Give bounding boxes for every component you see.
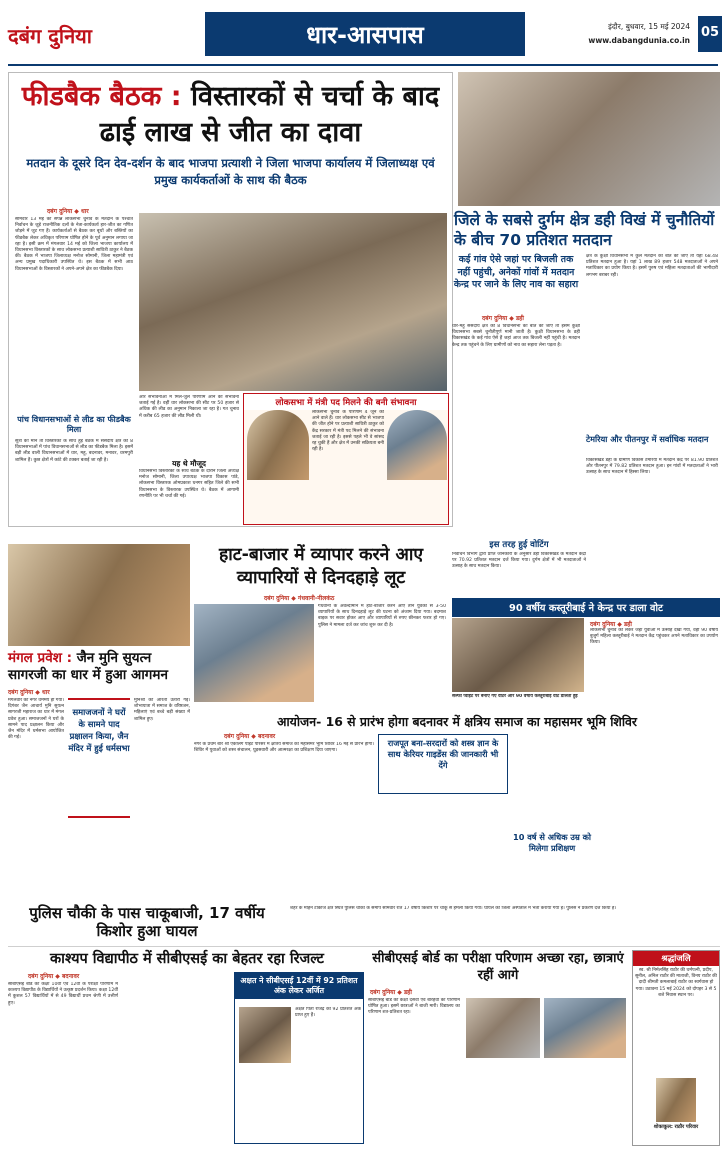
subhead-box bbox=[378, 734, 508, 794]
story-body: नगर के प्रथम बार श्री एकलिंग पॉइंट परिसर में क्षत्रिय समाज का महासमर भूमि शिविर 16 मई से प्रारंभ होगा। शिविर में युवाओं को शस्त्र संचालन, घुड़सवारी और आत्मरक्षा का प्रशिक्षण दिया जाएगा। bbox=[194, 742, 374, 754]
story-feedback-meeting bbox=[8, 72, 453, 527]
story-headline: हाट-बाजार में व्यापार करने आए व्यापारियों से दिनदहाड़े लूट bbox=[218, 545, 424, 588]
headline-highlight: फीडबैक बैठक : bbox=[21, 81, 182, 112]
story-body: विधानसभा विस्तारकों के साथ बैठक के दौरान जिला अध्यक्ष मनोज सोमानी, जिला उपाध्यक्ष भाजपा विकास पांडे, लोकसभा विस्तारक ओमप्रकाश धनगर सहित जिले की सभी विधानसभा के विस्तारक उपस्थित थे। बैठक में आगामी रणनीति पर भी चर्चा की गई। bbox=[139, 469, 239, 499]
story-headline: सीबीएसई बोर्ड का परीक्षा परिणाम अच्छा रहा, छात्राएं रहीं आगे bbox=[372, 951, 624, 983]
loot-photo bbox=[194, 604, 314, 702]
byline: दबंग दुनिया ◆ डही bbox=[482, 315, 524, 322]
byline: दबंग दुनिया ◆ डही bbox=[590, 621, 632, 628]
story-headline: आयोजन- 16 से प्रारंभ होगा बदनावर में क्षत्रिय समाज का महासमर भूमि शिविर bbox=[277, 714, 637, 729]
story-dahi-voting bbox=[452, 208, 720, 538]
story-body: निर्वाचन विभाग द्वारा प्राप्त जानकारी के अनुसार डही विकासखंड के मतदान केंद्रों पर 70.92 प्रतिशत मतदान दर्ज किया गया। दुर्गम क्षेत्रों में भी मतदाताओं ने उत्साह के साथ मतदान किया। bbox=[452, 552, 586, 570]
website-link[interactable]: www.dabangdunia.co.in bbox=[588, 36, 690, 45]
story-body: सीबीएसई बोर्ड की कक्षा दसवीं एवं बारहवीं का परिणाम घोषित हुआ। इसमें छात्राओं ने बाजी मारी। विद्यालय का परिणाम शत-प्रतिशत रहा। bbox=[368, 998, 460, 1016]
candidate-photo bbox=[247, 410, 309, 480]
section-title: धार-आसपास bbox=[306, 21, 424, 49]
callout-box bbox=[68, 698, 130, 818]
polling-photo bbox=[458, 72, 720, 206]
story-deck: मतदान के दूसरे दिन देव-दर्शन के बाद भाजपा प्रत्याशी ने जिला भाजपा कार्यालय में जिलाध्यक्ष एवं प्रमुख कार्यकर्ताओं के साथ की बैठक bbox=[26, 156, 435, 187]
voter-photo bbox=[452, 618, 584, 692]
story-jain-muni bbox=[8, 650, 190, 900]
byline: दबंग दुनिया ◆ बदनावर bbox=[224, 733, 276, 740]
story-cbse-girls bbox=[368, 950, 628, 1146]
meeting-photo bbox=[139, 213, 447, 391]
story-headline bbox=[8, 650, 190, 684]
story-haat-loot bbox=[194, 544, 448, 704]
story-body: गंधवानी के अवल्दामान में हाट-बाजार करने आए तीन युवकों से 3-50 व्यापारियों के साथ दिनदहाड़े लूट की घटना को अंजाम दिया गया। बदमाश बाइक पर सवार होकर आए और व्यापारियों से रुपए छीनकर फरार हो गए। पुलिस ने मामला दर्ज कर जांच शुरू कर दी है। bbox=[318, 604, 446, 628]
subheading: पांच विधानसभाओं से लीड का फीडबैक मिला bbox=[17, 415, 131, 434]
story-body: लोकसभा चुनाव को लेकर जहां युवाओं में उत्साह देखा गया, वहीं 90 वर्षीय बुजुर्ग महिला कस्तूरीबाई ने मतदान केंद्र पहुंचकर अपने मताधिकार का उपयोग किया। bbox=[590, 628, 718, 646]
jain-muni-photo bbox=[8, 544, 190, 646]
subheading: इस तरह हुई वोटिंग bbox=[489, 540, 549, 550]
story-body: सूत्रों की माने तो विस्तारकों के साथ हुई बैठक में संसदीय क्षेत्र की 8 विधानसभाओं में पांच विधानसभाओं से लीड का फीडबैक मिला है। इसमें बड़ी लीड वाली विधानसभाओं में धार, महू, बदनावर, मनावर, धरमपुरी शामिल हैं। कुछ क्षेत्रों में कांटे की टक्कर बताई जा रही है। bbox=[15, 439, 133, 463]
student-photo bbox=[466, 998, 540, 1058]
story-headline bbox=[9, 73, 452, 151]
section-banner bbox=[205, 12, 525, 56]
story-headline: पुलिस चौकी के पास चाकूबाजी, 17 वर्षीय किशोर हुआ घायल bbox=[29, 904, 265, 940]
obituary-photo bbox=[656, 1078, 696, 1122]
callout-text: समाजजनों ने घरों के सामने पाद प्रक्षालन किया, जैन मंदिर में हुई धर्मसभा bbox=[68, 707, 130, 753]
story-kashyap-result bbox=[8, 950, 366, 1146]
headline-text: जैन मुनि सुयत्न सागरजी का धार में हुआ आगमन bbox=[8, 650, 168, 683]
story-body: मंगलवार को नगर धर्ममय हो गया। दिगंबर जैन आचार्य मुनि सुयत्न सागरजी महाराज का धार में मंगल प्रवेश हुआ। समाजजनों ने घरों के सामने पाद प्रक्षालन किया और जैन मंदिर में धर्मसभा आयोजित की गई। bbox=[8, 698, 64, 741]
story-body: और संभावनाओं में मिले-जुले परिणाम आने की संभावना जताई गई है। वहीं धार लोकसभा की सीट पर 50 हजार से अधिक की लीड का अनुमान निकाला जा रहा है। गत चुनाव में करीब 65 हजार की लीड मिली थी। bbox=[139, 395, 239, 419]
inset-box bbox=[243, 393, 449, 525]
subhead-age: 10 वर्ष से अधिक उम्र को मिलेगा प्रशिक्षण bbox=[513, 832, 591, 853]
student-photo bbox=[239, 1007, 291, 1063]
masthead-logo: दबंग दुनिया bbox=[8, 24, 92, 48]
dateline: इंदौर, बुधवार, 15 मई 2024 bbox=[608, 22, 690, 31]
story-headline: 90 वर्षीय कस्तूरीबाई ने केन्द्र पर डाला वोट bbox=[452, 598, 720, 617]
story-body: मुनिश्री की आरती उतारी गई। शोभायात्रा में समाज के वरिष्ठजन, महिलाएं एवं बच्चे बड़ी संख्या में शामिल हुए। bbox=[134, 698, 190, 722]
masthead bbox=[0, 0, 725, 66]
subheading: यह थे मौजूद bbox=[172, 459, 206, 468]
story-kasturibai bbox=[452, 598, 720, 708]
inset-body: अक्षत पिता राजेंद्र को 92 प्रतिशत अंक प्राप्त हुए हैं। bbox=[295, 1007, 361, 1019]
headline-text: विस्तारकों से चर्चा के बाद ढाई लाख से जीत का दावा bbox=[99, 81, 440, 148]
byline: दबंग दुनिया ◆ धार bbox=[8, 689, 50, 696]
story-dahi-continuation bbox=[452, 538, 586, 600]
obituary-body: स्व. श्री निर्मलसिंह राठौर की धर्मपत्नी, प्रदीप, सुनील, अनिल राठौर की माताजी, विनय राठौर की दादी श्रीमती कमलाबाई राठौर का स्वर्गवास हो गया। उठावना 15 मई 2024 को दोपहर 3 से 5 बजे निवास स्थान पर। bbox=[635, 968, 717, 998]
obituary-box bbox=[632, 950, 720, 1146]
byline: दबंग दुनिया ◆ डही bbox=[370, 989, 412, 996]
byline: दबंग दुनिया ◆ धार bbox=[47, 208, 89, 215]
subhead-text: राजपूत बना-सरदारों को शस्त्र ज्ञान के साथ केरियर गाइडेंस की जानकारी भी देंगे bbox=[387, 738, 499, 770]
subheading: टेमरिया और पीतनपुर में सर्वाधिक मतदान bbox=[586, 434, 709, 444]
inset-box bbox=[234, 972, 364, 1144]
story-body: धार-महू संसदीय क्षेत्र की 8 विधानसभा की बात की जाए तो इसमें कुक्षी विधानसभा सबसे चुनौतीपूर्ण मानी जाती है। कुक्षी विधानसभा के डही विकासखंड के कई गांव ऐसे हैं जहां आज तक बिजली नहीं पहुंची है। मतदान केन्द्र तक पहुंचने के लिए ग्रामीणों को नाव का सहारा लेना पड़ता है। bbox=[452, 324, 580, 348]
story-headline: काश्यप विद्यापीठ में सीबीएसई का बेहतर रहा रिजल्ट bbox=[50, 951, 324, 967]
story-body: शहर के मोहन टॉकीज क्षेत्र स्थित पुलिस चौकी के समीप सोमवार रात 17 वर्षीय किशोर पर चाकू से हमला किया गया। घायल को जिला अस्पताल में भर्ती कराया गया है। पुलिस ने प्रकरण दर्ज किया है। bbox=[290, 906, 617, 911]
story-kshatriya-camp bbox=[194, 712, 720, 902]
inset-body: लोकसभा चुनाव के परिणाम 4 जून को आने वाले हैं। धार लोकसभा सीट से भाजपा की जीत होने पर प्रत्याशी सावित्री ठाकुर को केंद्र सरकार में मंत्री पद मिलने की संभावना जताई जा रही है। इससे पहले भी वे सांसद रह चुकी हैं और क्षेत्र में उनकी सक्रियता बनी रही है। bbox=[312, 410, 384, 453]
story-police-chowki bbox=[8, 904, 720, 944]
story-body: क्षेत्र के कुक्षी विधानसभा में कुल मतदान की बात की जाए तो यहां 68.48 प्रतिशत मतदान हुआ है। यहां 1 लाख 89 हजार 548 मतदाताओं ने अपने मताधिकार का प्रयोग किया है। इसमें पुरुष एवं महिला मतदाताओं की भागीदारी लगभग बराबर रही। bbox=[586, 254, 718, 278]
obituary-title: श्रद्धांजलि bbox=[633, 951, 719, 966]
story-body: सीबीएसई बोर्ड की कक्षा 10वीं एवं 12वीं के परीक्षा परिणाम में काश्यप विद्यापीठ के विद्यार्थियों ने उत्कृष्ट प्रदर्शन किया। कक्षा 12वीं में कुशल 57 विद्यार्थियों में से 49 विद्यार्थी प्रथम श्रेणी में उत्तीर्ण हुए। bbox=[8, 982, 118, 1006]
inset-title: अक्षत ने सीबीएसई 12वीं में 92 प्रतिशत अंक लेकर अर्जित bbox=[235, 973, 363, 999]
headline-highlight: मंगल प्रवेश : bbox=[8, 650, 72, 666]
byline: दबंग दुनिया ◆ बदनावर bbox=[28, 973, 80, 980]
page-number: 05 bbox=[698, 16, 722, 52]
story-deck: कई गांव ऐसे जहां पर बिजली तक नहीं पहुंची, अनेकों गांवों में मतदान केन्द्र पर जाने के लिए नाव का सहारा bbox=[453, 254, 579, 290]
story-body: विकासखंड डही के ग्रामीण विकास टेमरिया में मतदान केंद्र पर 81.90 प्रतिशत और पीतनपुर में 79.82 प्रतिशत मतदान हुआ। इन गांवों में मतदाताओं ने भारी उत्साह के साथ मतदान में हिस्सा लिया। bbox=[586, 458, 718, 476]
minister-photo bbox=[387, 410, 447, 480]
inset-title: लोकसभा में मंत्री पद मिलने की बनी संभावना bbox=[244, 394, 448, 410]
photo-caption: सेल्फी प्वाइंट पर बनाए गए वोटर और 90 वर्षीय कस्तूरीबाई वोट डालती हुईं bbox=[452, 694, 578, 699]
story-body: सोमवार 13 मई को संपन्न लोकसभा चुनाव के मतदान के पश्चात निर्वाचन के जुड़े राजनीतिक दलों के नेता-कार्यकर्ता हार-जीत का गणित जोड़ने में जुट गए हैं। कार्यकर्ताओं से बैठक कर बूथों और बस्तियों का फीडबैक लेकर अधिकृत परिणाम घोषित होने के पूर्व अनुमान लगाया जा रहा है। इसी क्रम में मंगलवार 14 मई को जिला भाजपा कार्यालय में विधानसभा विस्तारकों के साथ लोकसभा प्रत्याशी सावित्री ठाकुर ने बैठक की। बैठक में भाजपा जिलाध्यक्ष मनोज सोमानी, जिला महामंत्री एवं अन्य प्रमुख पदाधिकारी उपस्थित थे। इस बैठक में सभी आठ विधानसभाओं के विस्तारकों ने अपने-अपने क्षेत्र का फीडबैक दिया। bbox=[15, 217, 133, 272]
obituary-footer: शोकाकुल: राठौर परिवार bbox=[653, 1124, 699, 1130]
byline: दबंग दुनिया ◆ गंधवानी-नीलकंठ bbox=[264, 595, 335, 602]
student-photo bbox=[544, 998, 626, 1058]
story-headline: जिले के सबसे दुर्गम क्षेत्र डही विखं में चुनौतियों के बीच 70 प्रतिशत मतदान bbox=[454, 211, 715, 249]
